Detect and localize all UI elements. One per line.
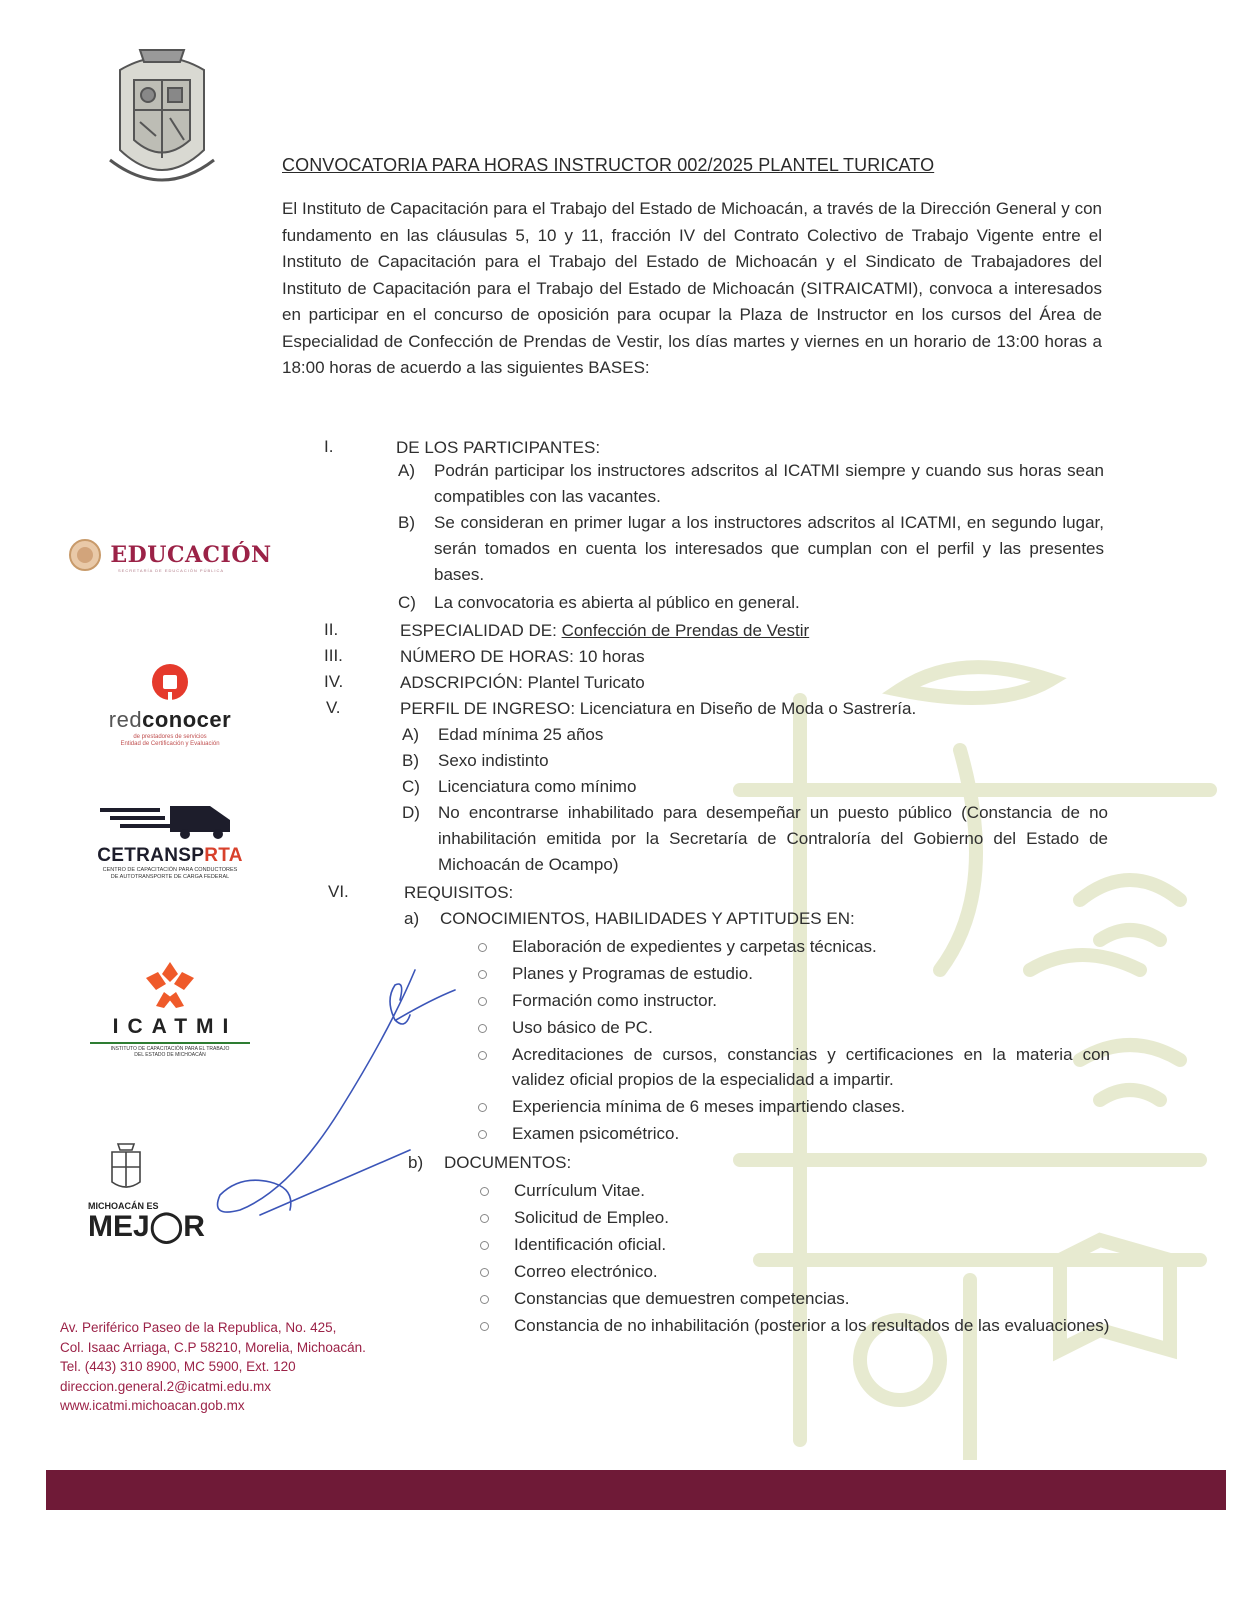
section-1-label: DE LOS PARTICIPANTES: bbox=[396, 438, 601, 457]
section-2-label: ESPECIALIDAD DE: Confección de Prendas de Vestir bbox=[400, 621, 810, 640]
address-line-2: Col. Isaac Arriaga, C.P 58210, Morelia, Michoacán. bbox=[60, 1339, 366, 1355]
redconocer-logo bbox=[60, 662, 280, 747]
document-bullet: Solicitud de Empleo. bbox=[480, 1205, 1112, 1231]
address-website: www.icatmi.michoacan.gob.mx bbox=[60, 1398, 245, 1413]
bullet-icon bbox=[480, 1241, 489, 1250]
bullet-icon bbox=[480, 1322, 489, 1331]
footer-bar bbox=[46, 1470, 1226, 1510]
icatmi-emblem-icon bbox=[142, 960, 198, 1010]
document-bullet: Constancias que demuestren competencias. bbox=[480, 1286, 1112, 1312]
requirements-a-header: a) CONOCIMIENTOS, HABILIDADES Y APTITUDES EN: bbox=[404, 909, 855, 928]
eagle-seal-icon bbox=[68, 538, 102, 572]
bullet-icon bbox=[478, 1130, 487, 1139]
section-5-item-d: D) No encontrarse inhabilitado para desempeñar un puesto público (Constancia de no inhabilitación emitida por la Secretaría de Contraloría del Gobierno del Estado de Michoacán de Ocampo) bbox=[402, 803, 1108, 874]
requirement-bullet: Formación como instructor. bbox=[478, 988, 1110, 1014]
specialty-value: Confección de Prendas de Vestir bbox=[561, 621, 810, 640]
bullet-icon bbox=[480, 1187, 489, 1196]
footer-address bbox=[60, 1318, 460, 1416]
section-1-item-b: B) Se consideran en primer lugar a los instructores adscritos al ICATMI, en segundo lugar, serán tomados en cuenta los interesados que cumplan con el perfil y las presentes bases. bbox=[398, 513, 1104, 584]
document-bullet: Constancia de no inhabilitación (posterior a los resultados de las evaluaciones) bbox=[480, 1313, 1112, 1365]
requirements-b-header: b) DOCUMENTOS: bbox=[408, 1153, 572, 1172]
coat-of-arms-logo bbox=[100, 40, 224, 200]
cetransporta-text: CETRANSPRTA bbox=[97, 845, 243, 866]
icatmi-subtitle-2: DEL ESTADO DE MICHOACÁN bbox=[134, 1052, 206, 1058]
requirement-bullet: Elaboración de expedientes y carpetas técnicas. bbox=[478, 934, 1110, 960]
redconocer-subtitle: de prestadores de servicios bbox=[133, 734, 207, 740]
requirement-bullet: Uso básico de PC. bbox=[478, 1015, 1110, 1041]
section-5-item-b: B) Sexo indistinto bbox=[402, 751, 549, 770]
requirement-bullet: Examen psicométrico. bbox=[478, 1121, 1110, 1147]
requirement-bullet: Experiencia mínima de 6 meses impartiendo clases. bbox=[478, 1094, 1110, 1120]
section-6-label: REQUISITOS: bbox=[404, 883, 514, 902]
bullet-icon bbox=[480, 1295, 489, 1304]
section-6-number: VI. bbox=[328, 882, 349, 901]
section-2-number: II. bbox=[324, 620, 339, 639]
michoacan-es-text: MICHOACÁN ES bbox=[88, 1201, 159, 1211]
section-1-item-c: C) La convocatoria es abierta al público en general. bbox=[398, 593, 800, 612]
cetransporta-subtitle-1: CENTRO DE CAPACITACIÓN PARA CONDUCTORES bbox=[102, 867, 238, 873]
document-bullet: Correo electrónico. bbox=[480, 1259, 1112, 1285]
icatmi-text: ICATMI bbox=[112, 1015, 238, 1038]
bullet-icon bbox=[480, 1214, 489, 1223]
truck-icon bbox=[100, 800, 240, 840]
redconocer-icon bbox=[150, 662, 190, 702]
educacion-subtitle: SECRETARÍA DE EDUCACIÓN PÚBLICA bbox=[118, 568, 225, 573]
cetransporta-subtitle-2: DE AUTOTRANSPORTE DE CARGA FEDERAL bbox=[110, 874, 230, 880]
redconocer-text: redconocer bbox=[108, 707, 232, 732]
document-bullet: Currículum Vitae. bbox=[480, 1178, 1112, 1204]
requirement-bullet: Acreditaciones de cursos, constancias y certificaciones en la materia con validez oficial propios de la especialidad a impartir. bbox=[478, 1042, 1110, 1094]
document-bullet: Identificación oficial. bbox=[480, 1232, 1112, 1258]
bullet-icon bbox=[478, 970, 487, 979]
section-1-number: I. bbox=[324, 437, 334, 456]
section-5-item-c: C) Licenciatura como mínimo bbox=[402, 777, 637, 796]
bullet-icon bbox=[478, 943, 487, 952]
bullet-icon bbox=[478, 1024, 487, 1033]
address-line-1: Av. Periférico Paseo de la Republica, No. 425, bbox=[60, 1320, 337, 1335]
icatmi-subtitle-1: INSTITUTO DE CAPACITACIÓN PARA EL TRABAJO bbox=[110, 1046, 230, 1052]
address-email: direccion.general.2@icatmi.edu.mx bbox=[60, 1378, 272, 1394]
educacion-text: EDUCACIÓN bbox=[110, 542, 272, 568]
section-3-label: NÚMERO DE HORAS: 10 horas bbox=[400, 647, 645, 666]
section-5-number: V. bbox=[326, 698, 341, 717]
section-4-number: IV. bbox=[324, 672, 344, 691]
bullet-icon bbox=[478, 997, 487, 1006]
cetransporta-logo bbox=[60, 800, 280, 881]
document-title: CONVOCATORIA PARA HORAS INSTRUCTOR 002/2025 PLANTEL TURICATO bbox=[282, 155, 935, 175]
section-5-label: PERFIL DE INGRESO: Licenciatura en Diseño de Moda o Sastrería. bbox=[400, 699, 917, 718]
section-4-label: ADSCRIPCIÓN: Plantel Turicato bbox=[400, 673, 645, 692]
handwritten-signature bbox=[200, 960, 460, 1260]
educacion-logo bbox=[60, 538, 280, 572]
mejor-text: MEJ◯R bbox=[88, 1210, 205, 1243]
section-5-item-a: A) Edad mínima 25 años bbox=[402, 725, 604, 744]
bullet-icon bbox=[478, 1103, 487, 1112]
bullet-icon bbox=[478, 1051, 487, 1060]
address-phone: Tel. (443) 310 8900, MC 5900, Ext. 120 bbox=[60, 1359, 296, 1374]
bullet-icon bbox=[480, 1268, 489, 1277]
intro-paragraph: El Instituto de Capacitación para el Trabajo del Estado de Michoacán, a través de la Dirección General y con fundamento en las cláusulas 5, 10 y 11, fracción IV del Contrato Colectivo de Trabajo Vigente entre el Instituto de Capacitación para el Trabajo del Estado de Michoacán y el Sindicato de Trabajadores del Instituto de Capacitación para el Trabajo del Estado de Michoacán (SITRAICATMI), convoca a interesados en participar en el concurso de oposición para ocupar la Plaza de Instructor en los cursos del Área de Especialidad de Confección de Prendas de Vestir, los días martes y viernes en un horario de 13:00 horas a 18:00 horas de acuerdo a las siguientes BASES: bbox=[282, 199, 1102, 377]
redconocer-subtitle-2: Entidad de Certificación y Evaluación bbox=[120, 741, 220, 747]
section-1-item-a: A) Podrán participar los instructores adscritos al ICATMI siempre y cuando sus horas sean compatibles con las vacantes. bbox=[398, 461, 1104, 506]
requirement-bullet: Planes y Programas de estudio. bbox=[478, 961, 1110, 987]
section-3-number: III. bbox=[324, 646, 343, 665]
michoacan-crest-icon bbox=[106, 1140, 146, 1194]
